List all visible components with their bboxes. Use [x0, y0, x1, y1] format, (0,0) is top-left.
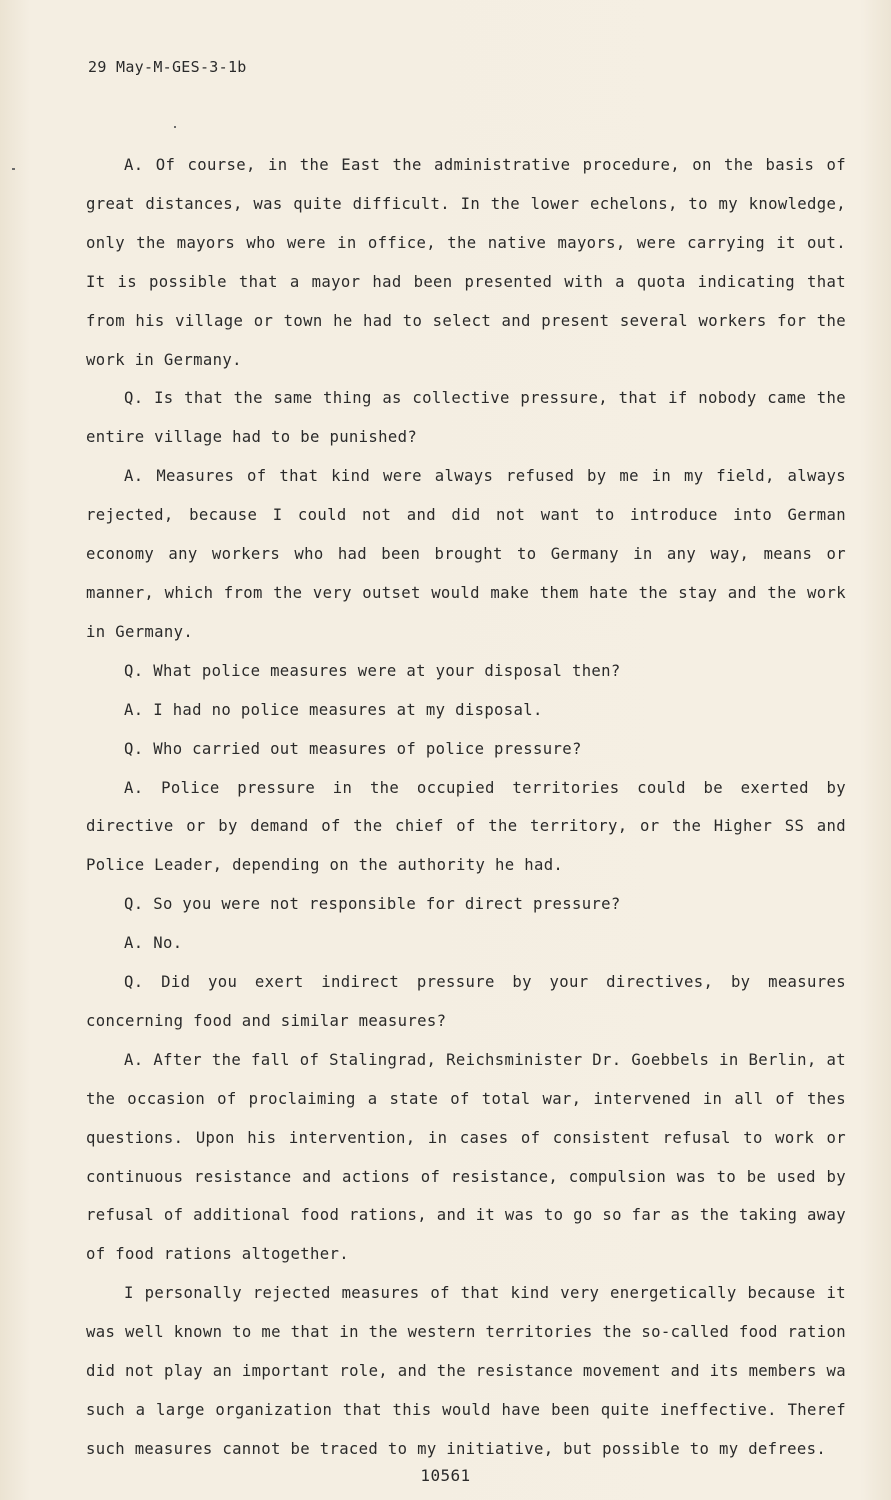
- ink-speck: [174, 126, 176, 128]
- answer-paragraph: A. Measures of that kind were always refused by me in my field, always rejected, because I could not and did not want to introduce into German economy any workers who had been brought to Germany in any way, means or manner, which from the very outset would make them hate the stay and the work in Germany.: [86, 467, 846, 641]
- answer-paragraph: A. Of course, in the East the administrative procedure, on the basis of great distances, was quite difficult. In the lower echelons, to my knowledge, only the mayors who were in office, the native mayors, were carrying it out. It is possible that a mayor had been presented with a quota indicating that from his village or town he had to select and present several workers for the work in Germany.: [86, 156, 846, 369]
- question-paragraph: Q. What police measures were at your disposal then?: [124, 661, 621, 680]
- margin-mark: [12, 168, 15, 170]
- transcript-body: [86, 146, 846, 1469]
- question-paragraph: Q. Is that the same thing as collective pressure, that if nobody came the entire village had to be punished?: [86, 389, 846, 447]
- document-reference: 29 May-M-GES-3-1b: [88, 58, 247, 76]
- answer-paragraph: A. After the fall of Stalingrad, Reichsminister Dr. Goebbels in Berlin, at the occasion of proclaiming a state of total war, intervened in all of thes questions. Upon his intervention, in cases of consistent refusal to work or continuous resistance and actions of resistance, compulsion was to be used by refusal of additional food rations, and it was to go so far as the taking away of food rations altogether.: [86, 1050, 846, 1264]
- answer-paragraph: A. Police pressure in the occupied territories could be exerted by directive or by demand of the chief of the territory, or the Higher SS and Police Leader, depending on the authority he had.: [86, 778, 846, 875]
- page-number: 10561: [420, 1466, 471, 1485]
- question-paragraph: Q. Did you exert indirect pressure by your directives, by measures concerning food and similar measures?: [86, 973, 846, 1030]
- answer-paragraph: A. No.: [124, 934, 183, 953]
- statement-paragraph: I personally rejected measures of that kind very energetically because it was well known to me that in the western territories the so-called food ration did not play an important role, and the resistance movement and its members wa such a large organization that this would have been quite ineffective. Theref such measures cannot be traced to my initiative, but possible to my defrees.: [86, 1284, 846, 1458]
- answer-paragraph: A. I had no police measures at my disposal.: [124, 700, 543, 719]
- question-paragraph: Q. So you were not responsible for direct pressure?: [124, 895, 621, 914]
- question-paragraph: Q. Who carried out measures of police pressure?: [124, 739, 582, 758]
